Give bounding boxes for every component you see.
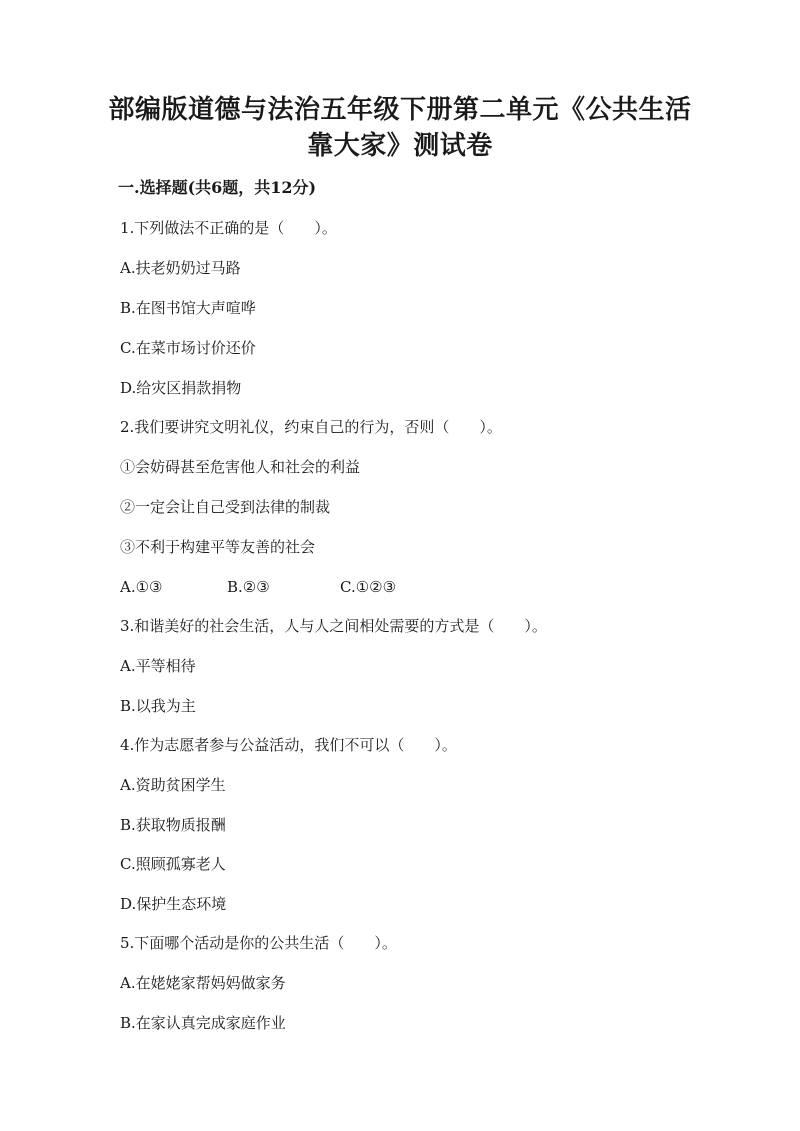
question-4-option-c: C.照顾孤寡老人 bbox=[120, 855, 226, 873]
question-5-option-b: B.在家认真完成家庭作业 bbox=[120, 1014, 286, 1032]
question-2-statement-1: ①会妨碍甚至危害他人和社会的利益 bbox=[120, 458, 361, 476]
title-line-2: 靠大家》测试卷 bbox=[307, 131, 493, 161]
title-line-1: 部编版道德与法治五年级下册第二单元《公共生活 bbox=[108, 95, 692, 125]
question-4-stem: 4.作为志愿者参与公益活动，我们不可以（ ）。 bbox=[120, 736, 457, 754]
question-2-statement-3: ③不利于构建平等友善的社会 bbox=[120, 538, 316, 556]
question-1-option-b: B.在图书馆大声喧哗 bbox=[120, 299, 256, 317]
question-1-stem: 1.下列做法不正确的是（ ）。 bbox=[120, 219, 337, 237]
page-title bbox=[0, 92, 800, 164]
question-4-option-b: B.获取物质报酬 bbox=[120, 816, 226, 834]
question-4-option-d: D.保护生态环境 bbox=[120, 895, 227, 913]
question-2-statement-2: ②一定会让自己受到法律的制裁 bbox=[120, 498, 331, 516]
question-1-option-a: A.扶老奶奶过马路 bbox=[120, 259, 241, 277]
question-3-option-b: B.以我为主 bbox=[120, 697, 196, 715]
question-4-option-a: A.资助贫困学生 bbox=[120, 776, 226, 794]
question-3-stem: 3.和谐美好的社会生活，人与人之间相处需要的方式是（ ）。 bbox=[120, 617, 547, 635]
question-3-option-a: A.平等相待 bbox=[120, 657, 196, 675]
question-5-option-a: A.在姥姥家帮妈妈做家务 bbox=[120, 974, 286, 992]
question-2-option-a: A.①③ bbox=[120, 578, 163, 596]
section-header: 一.选择题(共6题，共12分) bbox=[118, 178, 317, 197]
question-2-option-b: B.②③ bbox=[227, 578, 270, 596]
question-2-option-c: C.①②③ bbox=[340, 578, 397, 596]
question-2-options bbox=[120, 577, 396, 597]
question-1-option-d: D.给灾区捐款捐物 bbox=[120, 379, 242, 397]
question-5-stem: 5.下面哪个活动是你的公共生活（ ）。 bbox=[120, 934, 397, 952]
question-2-stem: 2.我们要讲究文明礼仪，约束自己的行为，否则（ ）。 bbox=[120, 418, 502, 436]
question-1-option-c: C.在菜市场讨价还价 bbox=[120, 339, 256, 357]
